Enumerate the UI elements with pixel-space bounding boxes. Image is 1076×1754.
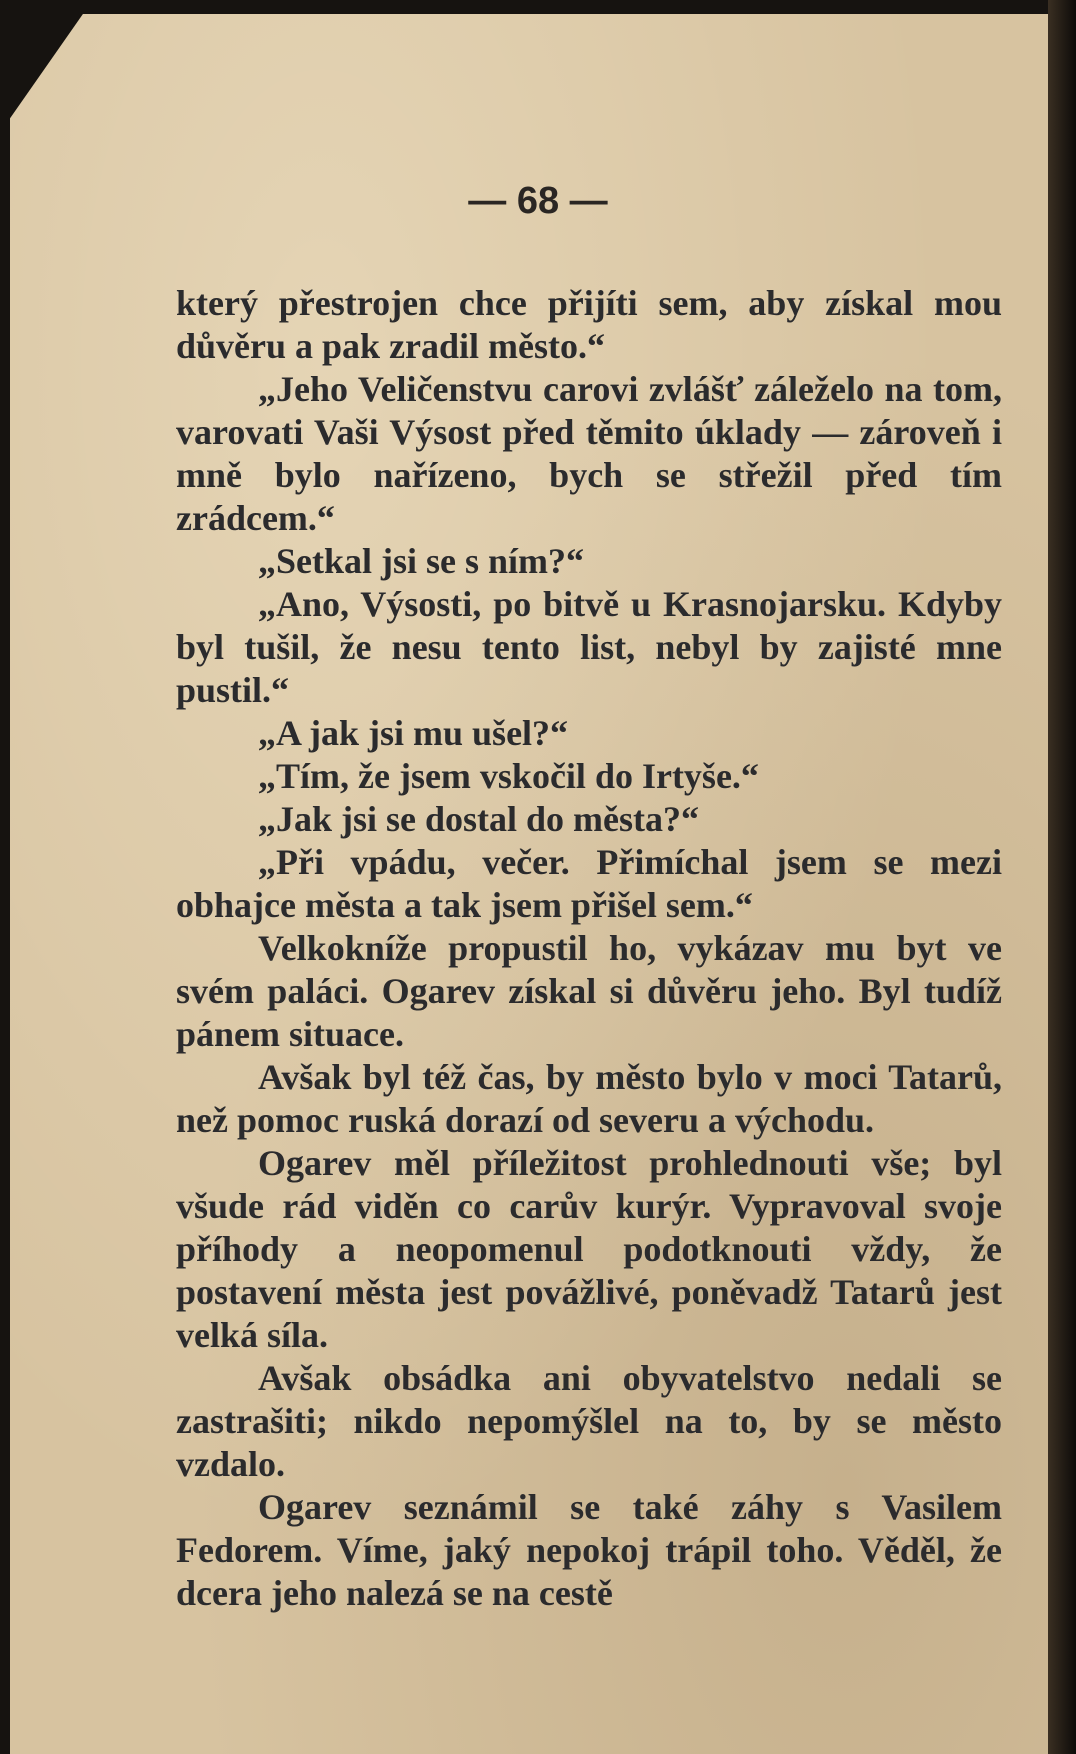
paragraph: Ogarev seznámil se také záhy s Vasilem Fedorem. Víme, jaký nepokoj trápil toho. Věděl, že dcera jeho nalezá se na cestě [176,1487,1002,1613]
paragraph: „Při vpádu, večer. Přimíchal jsem se mezi obhajce města a tak jsem přišel sem.“ [176,842,1002,925]
paragraph: „A jak jsi mu ušel?“ [258,713,569,753]
paragraph: „Tím, že jsem vskočil do Irtyše.“ [258,756,759,796]
page-number: — 68 — [468,180,608,222]
paragraph: Avšak byl též čas, by město bylo v moci Tatarů, než pomoc ruská dorazí od severu a východu. [176,1057,1002,1140]
binding-gutter [1048,0,1076,1754]
paragraph: Velkokníže propustil ho, vykázav mu byt ve svém paláci. Ogarev získal si důvěru jeho. Byl tudíž pánem situace. [176,928,1002,1054]
paragraph: Avšak obsádka ani obyvatelstvo nedali se zastrašiti; nikdo nepomýšlel na to, by se město vzdalo. [176,1358,1002,1484]
paragraph: „Jak jsi se dostal do města?“ [258,799,700,839]
paragraph: „Setkal jsi se s ním?“ [258,541,585,581]
paragraph: „Jeho Veličenstvu carovi zvlášť záleželo na tom, varovati Vaši Výsost před těmito úklady — zároveň i mně bylo nařízeno, bych se střežil před tím zrádcem.“ [176,369,1002,538]
paragraph: který přestrojen chce přijíti sem, aby získal mou důvěru a pak zradil město.“ [176,283,1002,366]
paragraph: Ogarev měl příležitost prohlednouti vše; byl všude rád viděn co carův kurýr. Vypravoval svoje příhody a neopomenul podotknouti vždy, že postavení města jest povážlivé, poněvadž Tatarů jest velká síla. [176,1143,1002,1355]
paragraph: „Ano, Výsosti, po bitvě u Krasnojarsku. Kdyby byl tušil, že nesu tento list, nebyl by zajisté mne pustil.“ [176,584,1002,710]
body-text [176,282,1002,1615]
